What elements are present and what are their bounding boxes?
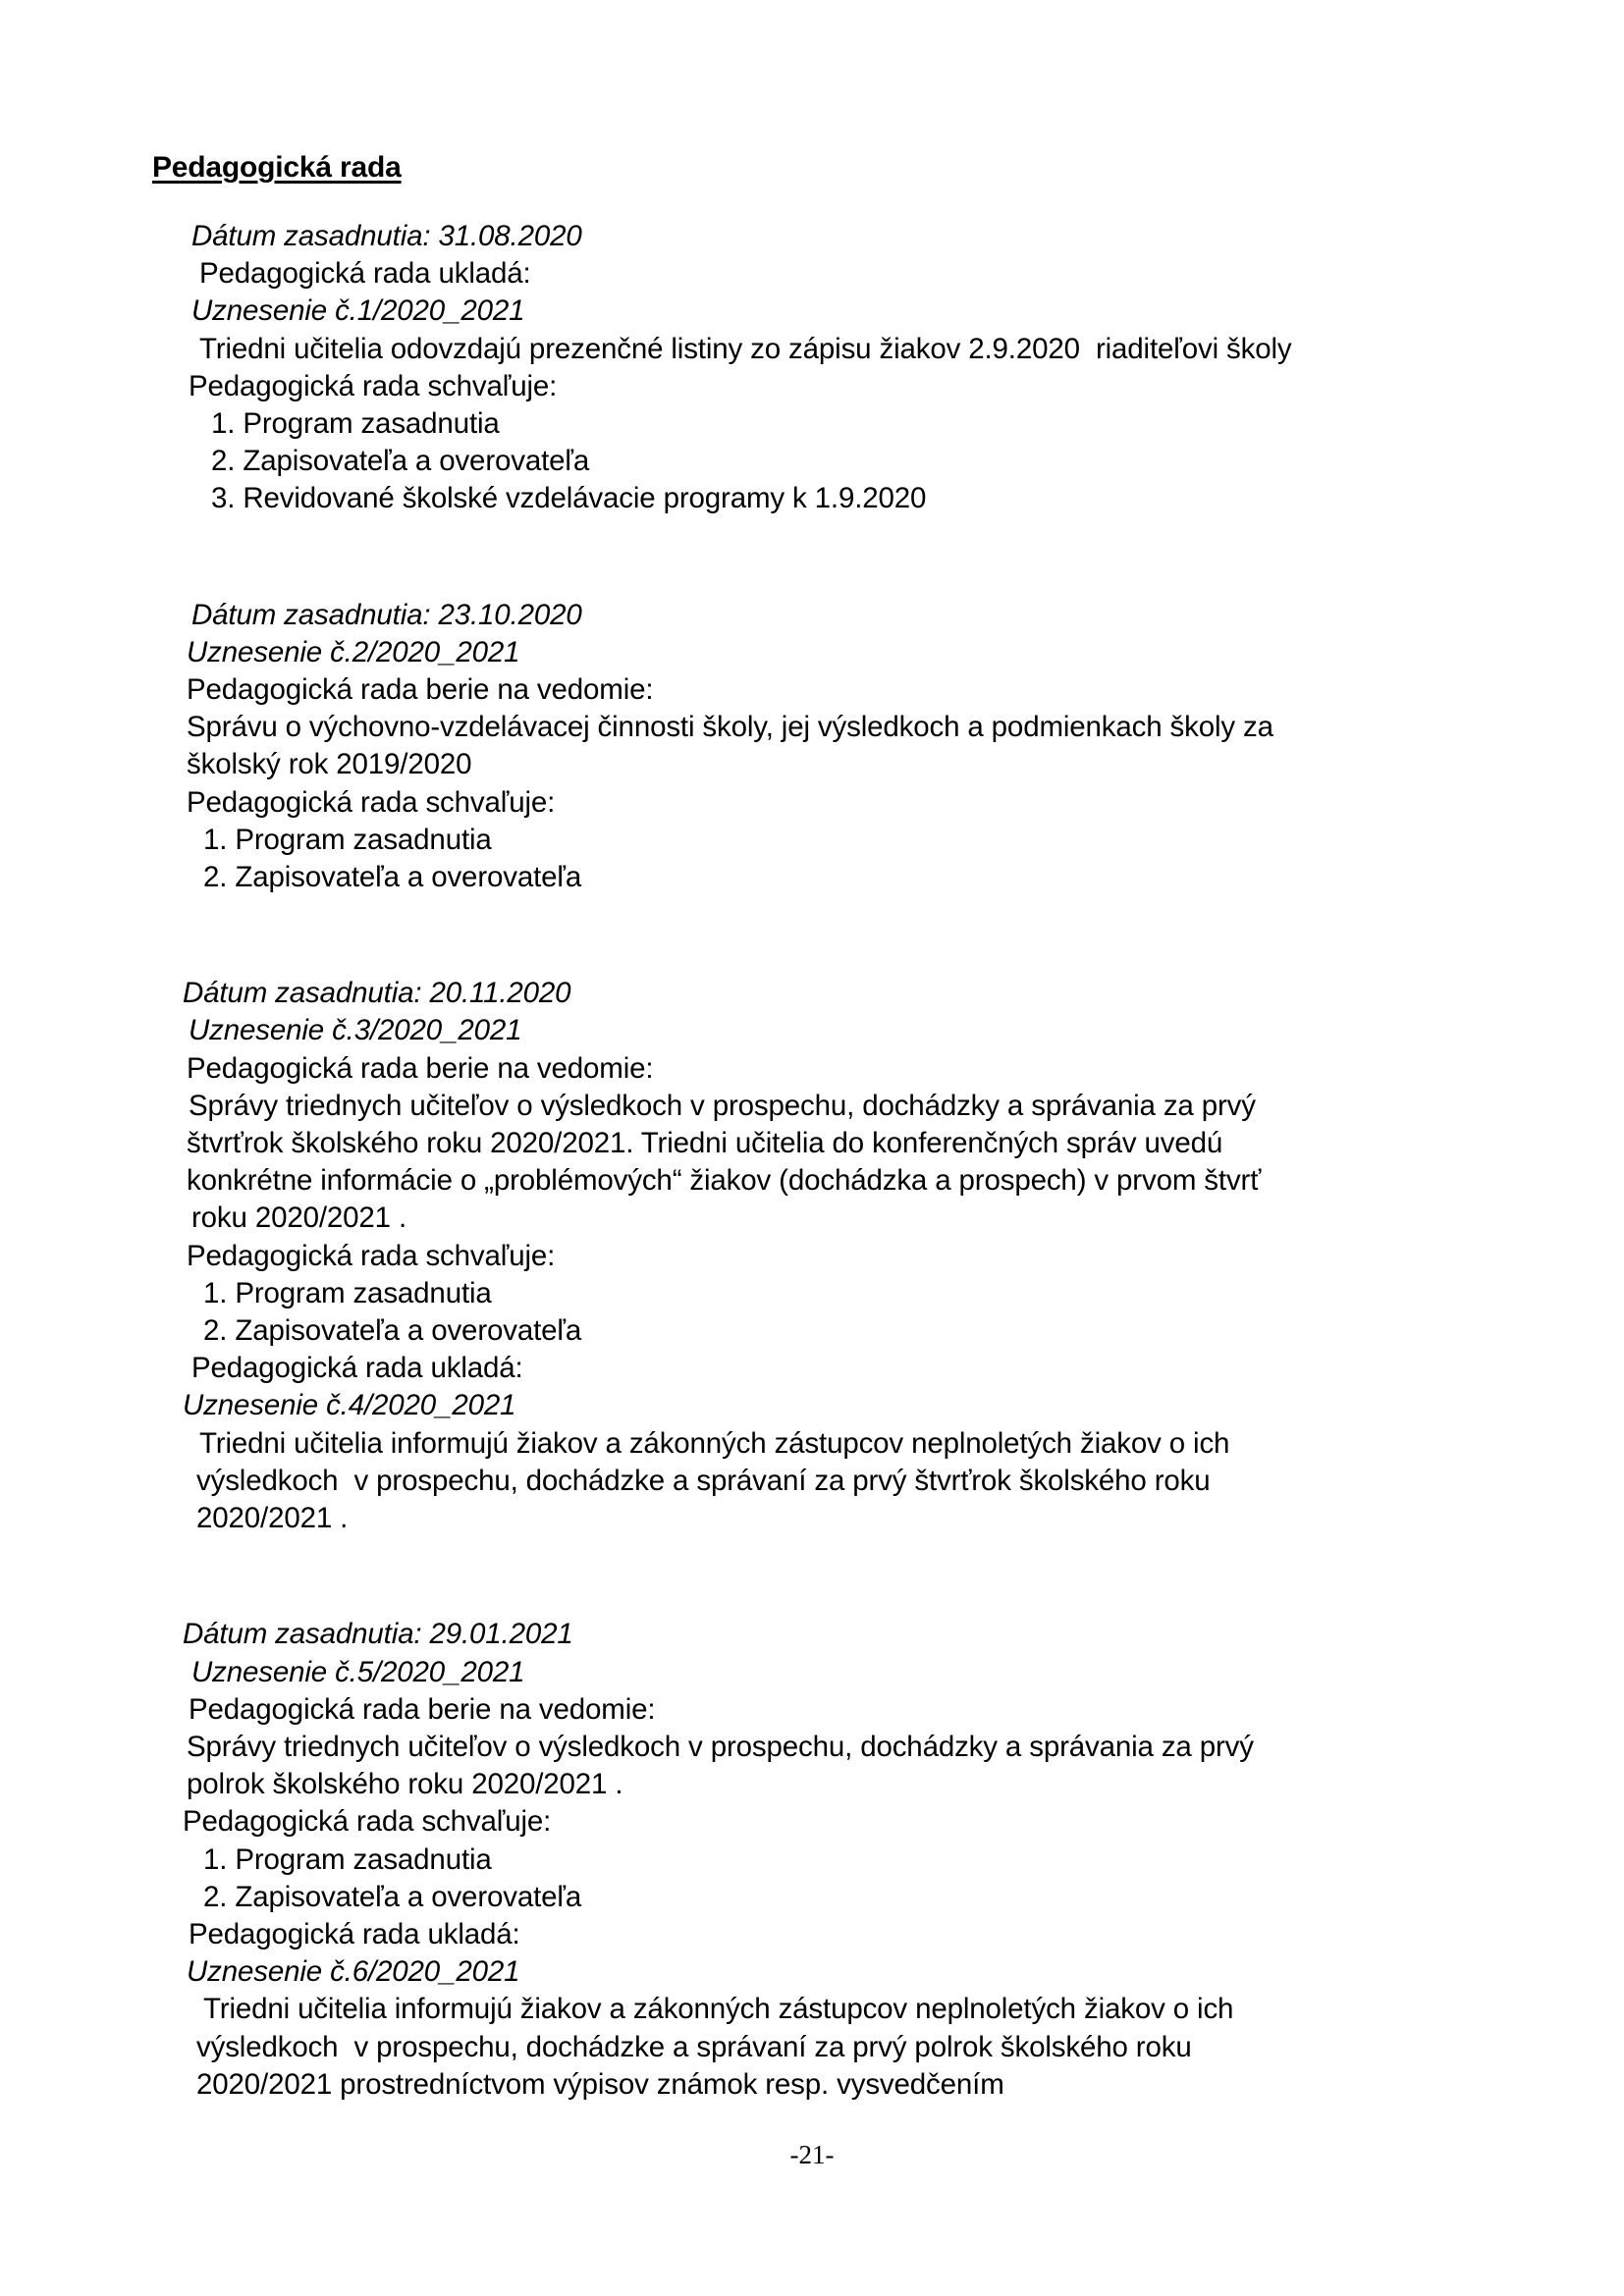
resolution-label-2: Uznesenie č.2/2020_2021 — [187, 635, 520, 668]
resolution-label-4: Uznesenie č.5/2020_2021 — [191, 1655, 525, 1688]
meeting-section-1 — [0, 218, 1624, 518]
list-item: 2. Zapisovateľa a overovateľa — [203, 1880, 582, 1913]
notes-text-2-2: školský rok 2019/2020 — [187, 748, 472, 781]
meeting-section-2 — [0, 597, 1624, 897]
section-spacer — [0, 1537, 1624, 1616]
approves-label-4: Pedagogická rada schvaľuje: — [183, 1805, 552, 1839]
resolution-text-4-1: Triedni učitelia informujú žiakov a zákonných zástupcov neplnoletých žiakov o ich — [203, 1993, 1234, 2026]
meeting-date-2: Dátum zasadnutia: 23.10.2020 — [191, 598, 582, 631]
list-item: 1. Program zasadnutia — [203, 1276, 492, 1309]
notes-text-3-1: Správy triednych učiteľov o výsledkoch v prospechu, dochádzky a správania za prvý — [189, 1089, 1256, 1122]
list-item: 2. Zapisovateľa a overovateľa — [203, 861, 582, 894]
page-title: Pedagogická rada — [152, 151, 402, 184]
resolution-text-4-2: výsledkoch v prospechu, dochádzke a správaní za prvý polrok školského roku — [196, 2030, 1192, 2063]
resolution-label-1: Uznesenie č.1/2020_2021 — [191, 294, 525, 328]
imposes-label-3: Pedagogická rada ukladá: — [191, 1352, 523, 1385]
imposes-label-4: Pedagogická rada ukladá: — [189, 1917, 520, 1950]
imposes-label-1: Pedagogická rada ukladá: — [199, 257, 531, 291]
list-item: 2. Zapisovateľa a overovateľa — [203, 1314, 582, 1348]
list-item: 2. Zapisovateľa a overovateľa — [211, 445, 590, 478]
notes-label-2: Pedagogická rada berie na vedomie: — [187, 673, 654, 707]
notes-text-2-1: Správu o výchovno-vzdelávacej činnosti školy, jej výsledkoch a podmienkach školy za — [187, 711, 1273, 744]
resolution-text-3-1: Triedni učitelia informujú žiakov a zákonných zástupcov neplnoletých žiakov o ich — [199, 1426, 1230, 1460]
meeting-date-4: Dátum zasadnutia: 29.01.2021 — [183, 1618, 573, 1651]
resolution-label-4-2: Uznesenie č.6/2020_2021 — [187, 1955, 520, 1989]
approves-label-3: Pedagogická rada schvaľuje: — [187, 1239, 556, 1272]
notes-label-3: Pedagogická rada berie na vedomie: — [187, 1051, 654, 1085]
resolution-label-3-2: Uznesenie č.4/2020_2021 — [183, 1389, 516, 1422]
list-item: 1. Program zasadnutia — [203, 823, 492, 856]
resolution-text-3-2: výsledkoch v prospechu, dochádzke a správaní za prvý štvrťrok školského roku — [196, 1464, 1211, 1497]
resolution-text-3-3: 2020/2021 . — [196, 1502, 349, 1535]
notes-text-4-1: Správy triednych učiteľov o výsledkoch v prospechu, dochádzky a správania za prvý — [187, 1730, 1254, 1763]
resolution-label-3: Uznesenie č.3/2020_2021 — [189, 1014, 522, 1047]
list-item: 3. Revidované školské vzdelávacie programy k 1.9.2020 — [211, 482, 927, 515]
resolution-text-4-3: 2020/2021 prostredníctvom výpisov známok resp. vysvedčením — [196, 2067, 1004, 2101]
meeting-section-4 — [0, 1616, 1624, 2104]
list-item: 1. Program zasadnutia — [211, 407, 500, 441]
meeting-date-3: Dátum zasadnutia: 20.11.2020 — [183, 977, 571, 1010]
approves-label-2: Pedagogická rada schvaľuje: — [187, 785, 556, 819]
list-item: 1. Program zasadnutia — [203, 1842, 492, 1876]
notes-text-4-2: polrok školského roku 2020/2021 . — [187, 1768, 623, 1801]
section-spacer — [0, 518, 1624, 597]
page-number: -21- — [789, 2140, 835, 2169]
approves-label-1: Pedagogická rada schvaľuje: — [189, 369, 558, 402]
notes-label-4: Pedagogická rada berie na vedomie: — [189, 1692, 656, 1726]
section-spacer — [0, 896, 1624, 975]
notes-text-3-4: roku 2020/2021 . — [191, 1201, 407, 1235]
notes-text-3-2: štvrťrok školského roku 2020/2021. Triedni učitelia do konferenčných správ uvedú — [187, 1127, 1223, 1160]
meeting-date-1: Dátum zasadnutia: 31.08.2020 — [191, 220, 582, 252]
resolution-text-1-1: Triedni učitelia odovzdajú prezenčné listiny zo zápisu žiakov 2.9.2020 riaditeľovi školy — [199, 332, 1292, 365]
notes-text-3-3: konkrétne informácie o „problémových“ žiakov (dochádzka a prospech) v prvom štvrť — [187, 1164, 1262, 1198]
document-body — [0, 218, 1624, 2104]
meeting-section-3 — [0, 975, 1624, 1537]
